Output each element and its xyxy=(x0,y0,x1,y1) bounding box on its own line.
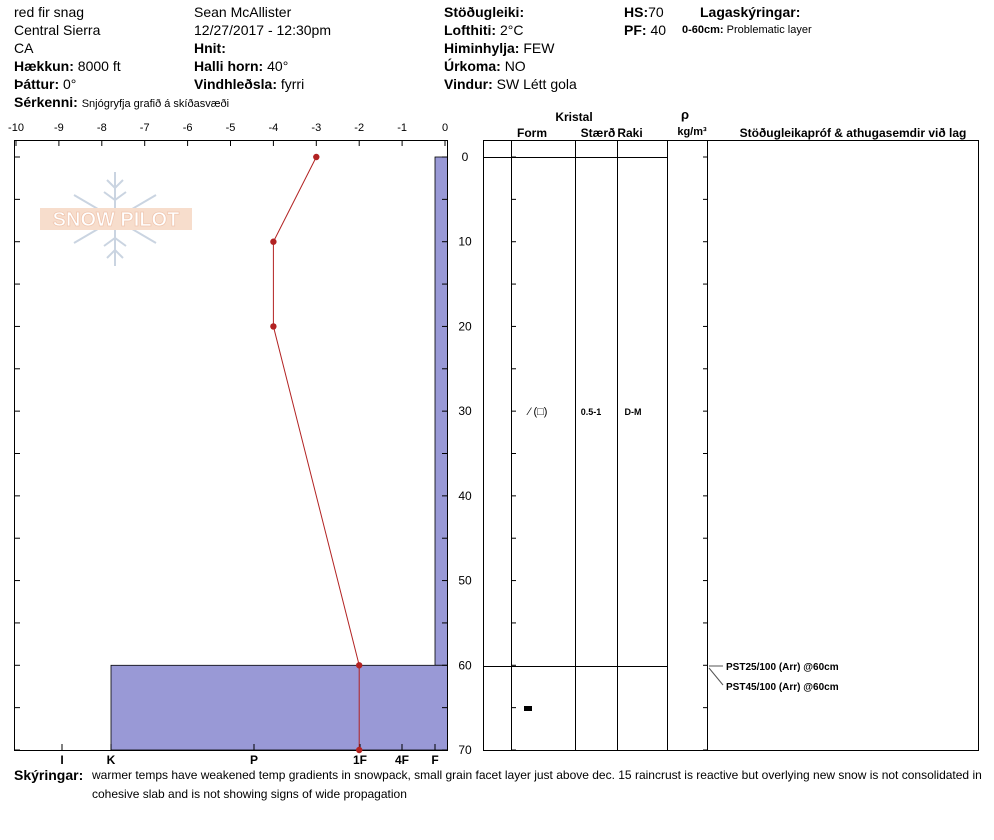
temp-tick-label: -10 xyxy=(8,122,24,134)
depth-tick-label: 50 xyxy=(458,573,472,588)
depth-tick-label: 60 xyxy=(458,658,472,673)
datetime: 12/27/2017 - 12:30pm xyxy=(194,22,331,38)
header-size: Stærð xyxy=(580,126,616,140)
sky-value: FEW xyxy=(523,40,555,56)
wind-value: SW Létt gola xyxy=(496,76,577,92)
aspect-value: 0° xyxy=(63,76,77,92)
hardness-tick-label: K xyxy=(106,753,116,767)
snowpilot-logo xyxy=(40,172,192,266)
hardness-tick-label: 4F xyxy=(394,753,410,767)
coords-label: Hnit: xyxy=(194,40,226,56)
layer-size: 0.5-1 xyxy=(580,407,602,417)
layer-form: ⁄ (□) xyxy=(528,406,548,418)
hs-value: 70 xyxy=(648,4,664,20)
depth-tick-label: 40 xyxy=(458,488,472,503)
pf-label: PF: xyxy=(624,22,647,38)
crust-marker xyxy=(524,706,532,711)
sky-label: Himinhylja: xyxy=(444,40,520,56)
header-density-unit: kg/m³ xyxy=(677,126,707,138)
slope-label: Halli horn: xyxy=(194,58,264,74)
wind-loading-value: fyrri xyxy=(280,76,305,92)
observer: Sean McAllister xyxy=(194,4,292,20)
temp-point xyxy=(270,239,276,245)
temp-line xyxy=(273,157,359,750)
stability-tests xyxy=(709,662,839,693)
temp-tick-label: -8 xyxy=(96,122,107,134)
wind-label: Vindur: xyxy=(444,76,493,92)
elevation-label: Hækkun: xyxy=(14,58,74,74)
features-label: Sérkenni: xyxy=(14,94,78,110)
hardness-tick-label: P xyxy=(249,753,259,767)
hardness-tick-label: 1F xyxy=(352,753,368,767)
temp-tick-label: -1 xyxy=(397,122,407,134)
location-name: red fir snag xyxy=(14,4,85,20)
test-pointer-2 xyxy=(709,668,723,685)
temperature-profile xyxy=(270,154,362,753)
stability-label: Stöðugleiki: xyxy=(444,4,525,20)
air-temp-label: Lofthiti: xyxy=(444,22,497,38)
precip-value: NO xyxy=(504,58,526,74)
layer-table xyxy=(484,141,979,751)
temp-tick-label: -7 xyxy=(139,122,150,134)
pf-value: 40 xyxy=(650,22,667,38)
layer-moisture: D-M xyxy=(624,407,642,417)
air-temp-value: 2°C xyxy=(499,22,524,38)
temp-tick-label: -2 xyxy=(354,122,365,134)
comments-line-2: cohesive slab and is not showing signs of wide propagation xyxy=(92,787,407,801)
temp-point xyxy=(356,662,362,668)
depth-tick-label: 70 xyxy=(458,743,472,757)
elevation-value: 8000 ft xyxy=(77,58,121,74)
state: CA xyxy=(14,40,34,56)
header-tests: Stöðugleikapróf & athugasemdir við lag xyxy=(739,126,967,140)
hardness-layers xyxy=(111,157,448,750)
comments-label: Skýringar: xyxy=(14,767,84,783)
temp-point xyxy=(313,154,319,160)
depth-tick-label: 0 xyxy=(461,150,469,164)
hardness-tick-label: I xyxy=(60,753,64,767)
depth-tick-label: 10 xyxy=(458,234,472,249)
features-value: Snjógryfja grafið á skíðasvæði xyxy=(81,98,230,110)
wind-loading-label: Vindhleðsla: xyxy=(194,76,277,92)
header-rho: ρ xyxy=(680,107,690,122)
slope-value: 40° xyxy=(267,58,289,74)
temp-tick-label: -5 xyxy=(225,122,236,134)
header-form: Form xyxy=(517,126,547,140)
depth-tick-label: 30 xyxy=(458,404,472,419)
header-moisture: Raki xyxy=(617,126,643,140)
hardness-tick-label: F xyxy=(431,753,439,767)
temp-point xyxy=(270,323,276,329)
temp-tick-label: -4 xyxy=(268,122,279,134)
table-frame xyxy=(484,141,979,751)
temp-tick-label: -9 xyxy=(54,122,64,134)
legend-range: 0-60cm: xyxy=(682,24,724,36)
hardness-bar-1 xyxy=(111,665,448,750)
header-crystal: Kristal xyxy=(555,110,593,124)
temp-point xyxy=(356,747,362,753)
test-2: PST45/100 (Arr) @60cm xyxy=(726,682,839,693)
temperature-axis xyxy=(8,122,448,146)
temp-tick-label: -6 xyxy=(182,122,193,134)
depth-tick-label: 20 xyxy=(458,319,472,334)
comments-line-1: warmer temps have weakened temp gradients in snowpack, small grain facet layer just above dec. 15 raincrust is reactive but overlying new snow is not consolidated in xyxy=(92,768,982,782)
region: Central Sierra xyxy=(14,22,101,38)
aspect-label: Þáttur: xyxy=(14,76,60,92)
logo-text: SNOW PILOT xyxy=(52,209,180,231)
test-1: PST25/100 (Arr) @60cm xyxy=(726,662,839,673)
temp-tick-label: -3 xyxy=(311,122,322,134)
legend-label: Lagaskýringar: xyxy=(700,4,801,20)
table-depth-ticks xyxy=(512,157,708,750)
legend-text: Problematic layer xyxy=(726,24,812,36)
precip-label: Úrkoma: xyxy=(444,58,501,74)
temp-tick-label: 0 xyxy=(441,122,449,134)
left-plot-frame xyxy=(15,141,448,751)
hs-label: HS: xyxy=(624,4,649,20)
